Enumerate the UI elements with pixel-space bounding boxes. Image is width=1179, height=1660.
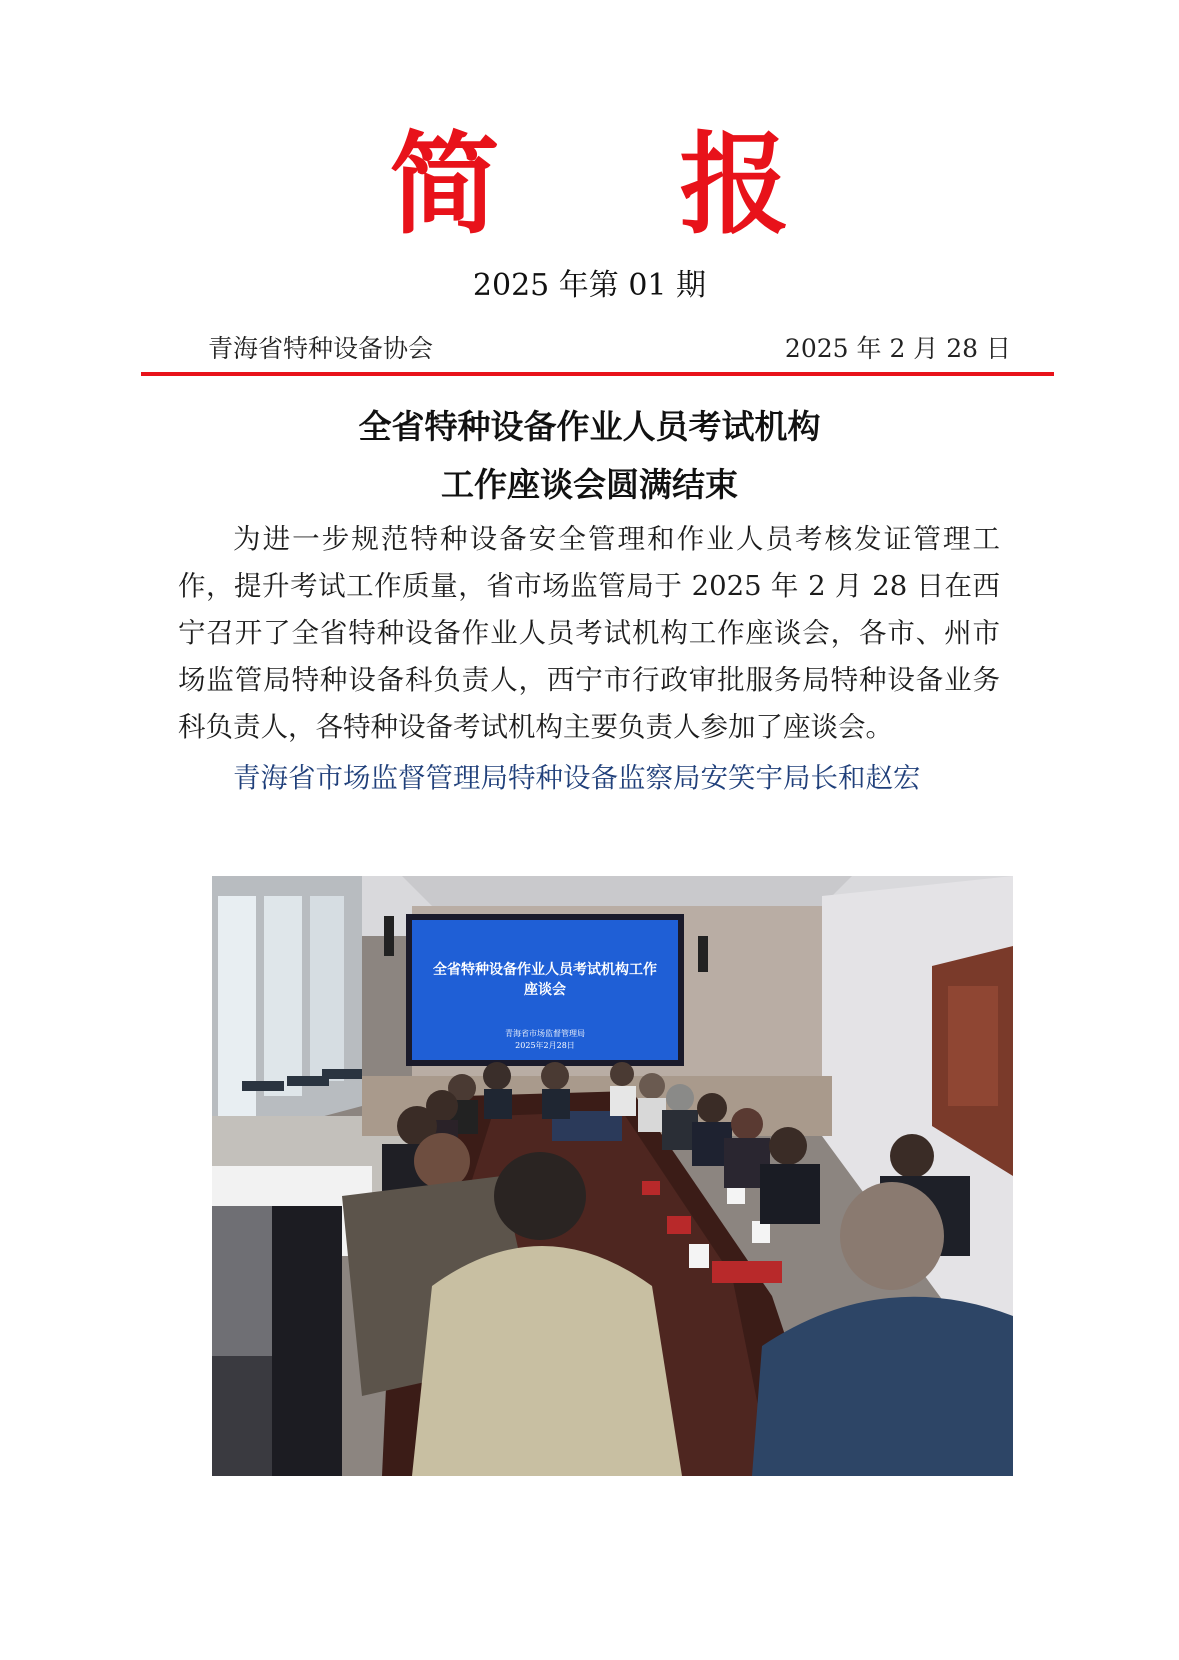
screen-title-line2: 座谈会 (524, 982, 566, 998)
red-divider (141, 372, 1054, 376)
screen-title-line1: 全省特种设备作业人员考试机构工作 (433, 962, 657, 978)
article-body (178, 516, 1000, 802)
issue-number: 2025 年第 01 期 (472, 268, 707, 303)
paragraph-1: 为进一步规范特种设备安全管理和作业人员考核发证管理工作，提升考试工作质量，省市场监管局于 2025 年 2 月 28 日在西宁召开了全省特种设备作业人员考试机构工作座谈会，各市、州市场监管局特种设备科负责人，西宁市行政审批服务局特种设备业务科负责人，各特种设备考试机构主要负责人参加了座谈会。 (178, 523, 1000, 743)
masthead-char-bao: 报 (679, 121, 790, 249)
headline-line-2: 工作座谈会圆满结束 (441, 465, 738, 504)
headline-line-1: 全省特种设备作业人员考试机构 (358, 407, 821, 446)
meeting-photo (212, 876, 1013, 1476)
masthead-title (0, 120, 1179, 250)
issue-date: 2025 年 2 月 28 日 (784, 334, 1011, 363)
screen-org: 青海省市场监督管理局 (505, 1029, 585, 1038)
screen-date: 2025年2月28日 (515, 1041, 575, 1050)
issuing-organization: 青海省特种设备协会 (208, 334, 434, 363)
masthead-char-jian: 简 (389, 121, 500, 249)
paragraph-2: 青海省市场监督管理局特种设备监察局安笑宇局长和赵宏 (233, 762, 921, 794)
